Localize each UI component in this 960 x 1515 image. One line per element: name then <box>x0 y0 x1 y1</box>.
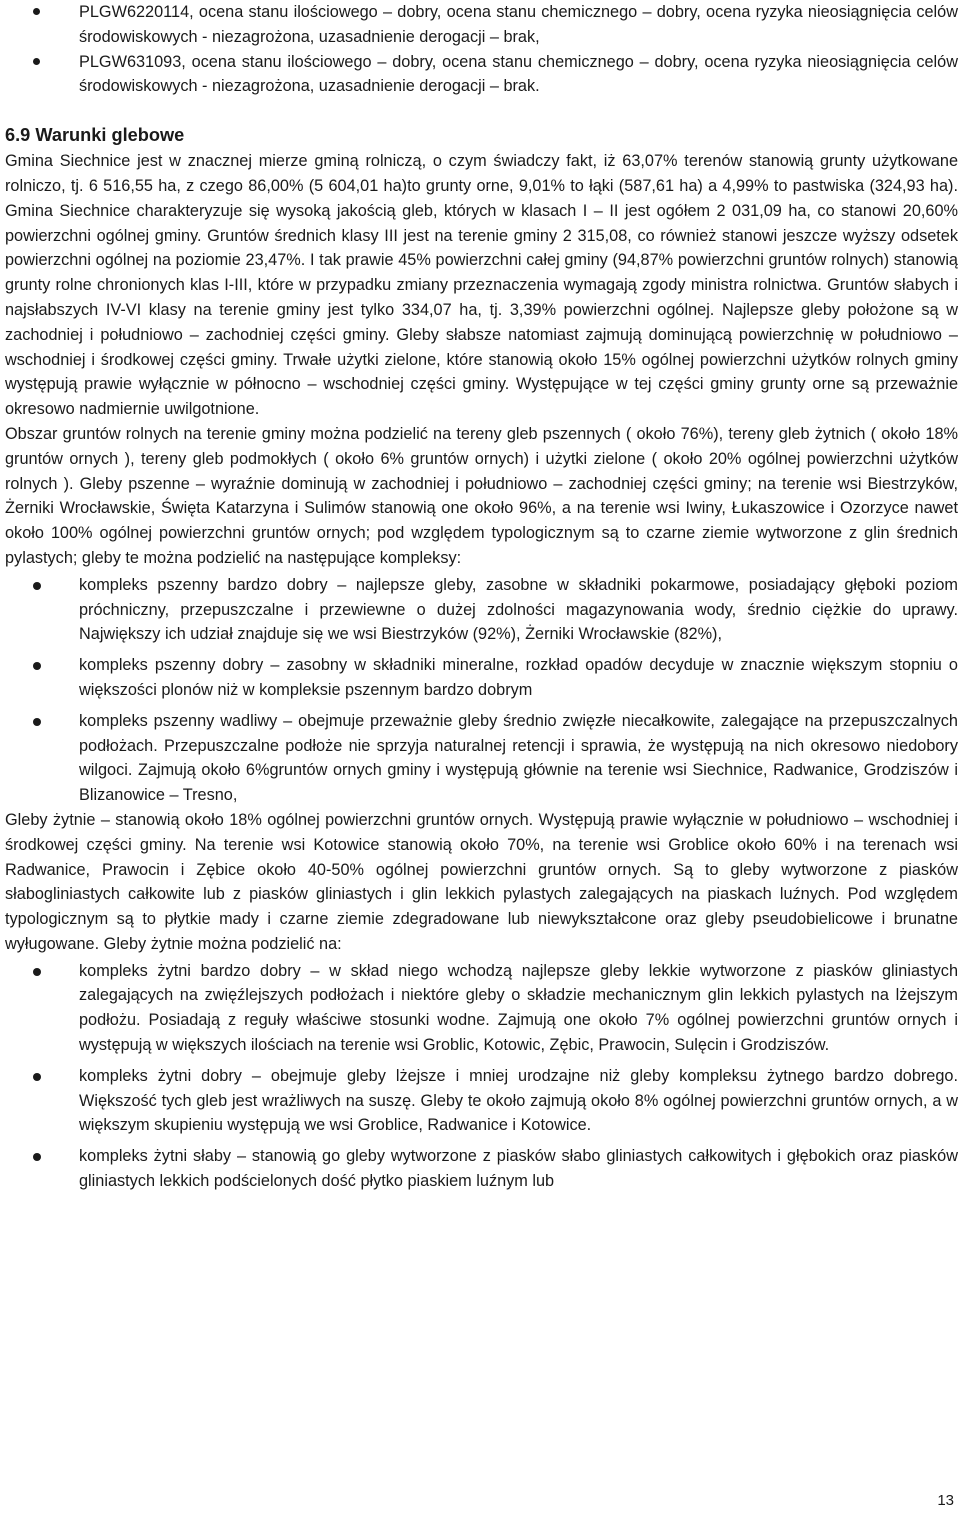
page-number: 13 <box>937 1492 954 1509</box>
wheat-complex-list <box>5 573 958 808</box>
list-item <box>5 573 958 647</box>
list-item-text: kompleks pszenny wadliwy – obejmuje przeważnie gleby średnio zwięzłe niecałkowite, zalegające na przepuszczalnych podłożach. Przepuszczalne podłoże nie sprzyja naturalnej retencji i sprawia, że występują na nich okresowo niedobory wilgoci. Zajmują około 6%gruntów ornych gminy i występują głównie na terenie wsi Siechnice, Radwanice, Grodziszów i Blizanowice – Tresno, <box>79 711 958 805</box>
list-item <box>5 50 958 100</box>
list-item-text: PLGW631093, ocena stanu ilościowego – dobry, ocena stanu chemicznego – dobry, ocena ryzyka nieosiągnięcia celów środowiskowych - niezagrożona, uzasadnienie derogacji – brak. <box>79 52 958 96</box>
list-item <box>5 1144 958 1194</box>
list-item-text: PLGW6220114, ocena stanu ilościowego – dobry, ocena stanu chemicznego – dobry, ocena ryzyka nieosiągnięcia celów środowiskowych - niezagrożona, uzasadnienie derogacji – brak, <box>79 3 958 46</box>
section-title: 6.9 Warunki glebowe <box>5 125 185 146</box>
bullet-icon <box>33 58 40 65</box>
list-item <box>5 0 958 50</box>
paragraph: Obszar gruntów rolnych na terenie gminy można podzielić na tereny gleb pszennych ( około 76%), tereny gleb żytnich ( około 18% gruntów ornych ), tereny gleb podmokłych ( około 6% gruntów ornych) i użytki zielone ( około 20% ogólnej powierzchni użytków rolnych ). Gleby pszenne – wyraźnie dominują w zachodniej i południowo – zachodniej części gminy; na terenie wsi Biestrzyków, Żerniki Wrocławskie, Święta Katarzyna i Sulimów stanowią one około 96%, a na terenie wsi Iwiny, Łukaszowice i Ozorzyce nawet około 100% ogólnej powierzchni gruntów ornych; pod względem typologicznym są to czarne ziemie wytworzone z glin średnich pylastych; gleby te można podzielić na następujące kompleksy: <box>5 424 958 567</box>
list-item <box>5 709 958 808</box>
list-item-text: kompleks żytni bardzo dobry – w skład niego wchodzą najlepsze gleby lekkie wytworzone z piasków gliniastych zalegających na zwięźlejszych podłożach i niektóre gleby o składzie mechanicznym glin lekkich pylastych na lżejszym podłożu. Posiadają z reguły właściwe stosunki wodne. Zajmują one około 7% ogólnej powierzchni gruntów ornych i występują w większych ilościach na terenie wsi Groblic, Kotowic, Zębic, Prawocin, Sulęcin i Grodziszów. <box>79 961 958 1055</box>
list-item-text: kompleks żytni dobry – obejmuje gleby lżejsze i mniej urodzajne niż gleby kompleksu żytnego bardzo dobrego. Większość tych gleb jest wrażliwych na suszę. Gleby te około zajmują około 8% ogólnej powierzchni gruntów ornych, a w większym skupieniu występują we wsi Groblice, Radwanice i Kotowice. <box>79 1066 958 1135</box>
list-item-text: kompleks pszenny dobry – zasobny w składniki mineralne, rozkład opadów decyduje w znacznie większym stopniu o większości plonów niż w kompleksie pszennym bardzo dobrym <box>79 656 958 699</box>
bullet-icon <box>33 8 40 15</box>
bullet-icon <box>33 662 41 670</box>
bullet-icon <box>33 582 41 590</box>
list-item-text: kompleks pszenny bardzo dobry – najlepsze gleby, zasobne w składniki pokarmowe, posiadający głęboki poziom próchniczny, przepuszczalne i przewiewne o dużej zdolności magazynowania wody, średnio ciężkie do uprawy. Największy ich udział znajduje się we wsi Biestrzyków (92%), Żerniki Wrocławskie (82%), <box>79 575 958 644</box>
list-item <box>5 1064 958 1138</box>
rye-complex-list <box>5 959 958 1194</box>
list-item <box>5 959 958 1058</box>
bullet-icon <box>33 1073 41 1081</box>
list-item <box>5 653 958 703</box>
intro-bullet-list <box>5 0 958 99</box>
bullet-icon <box>33 1153 41 1161</box>
paragraph: Gleby żytnie – stanowią około 18% ogólnej powierzchni gruntów ornych. Występują prawie wyłącznie w południowo – wschodniej i środkowej części gminy. Na terenie wsi Kotowice stanowią około 70%, na terenie wsi Groblice około 60% i na terenach wsi Radwanice, Prawocin i Zębice około 40-50% ogólnej powierzchni gruntów ornych. Są to gleby wytworzone z piasków słabogliniastych całkowite lub z piasków gliniastych i glin lekkich pylastych zalegających na piaskach luźnych. Pod względem typologicznym są to płytkie mady i czarne ziemie zdegradowane lub niewykształcone oraz gleby pseudobielicowe i brunatne wyługowane. Gleby żytnie można podzielić na: <box>5 810 958 953</box>
paragraph: Gmina Siechnice jest w znacznej mierze gminą rolniczą, o czym świadczy fakt, iż 63,07% terenów stanowią grunty użytkowane rolniczo, tj. 6 516,55 ha, z czego 86,00% (5 604,01 ha)to grunty orne, 9,01% to łąki (587,61 ha) a 4,99% to pastwiska (324,93 ha). Gmina Siechnice charakteryzuje się wysoką jakością gleb, których w klasach I – II jest ogółem 2 031,09 ha, co stanowi 20,60% powierzchni ogólnej gminy. Gruntów średnich klasy III jest na terenie gminy 2 315,08, co również stanowi jeszcze wyższy odsetek powierzchni ogólnej na poziomie 23,47%. I tak prawie 45% powierzchni całej gminy (94,87% powierzchni gruntów rolnych) stanowią grunty rolne chronionych klas I-III, które w przypadku zmiany przeznaczenia wymagają zgody ministra rolnictwa. Gruntów słabych i najsłabszych IV-VI klasy na terenie gminy jest tylko 334,07 ha, tj. 3,39% powierzchni ogólnej. Najlepsze gleby położone są w zachodniej i południowo – zachodniej części gminy. Gleby słabsze natomiast zajmują dominującą powierzchnię w południowo – wschodniej i środkowej części gminy. Trwałe użytki zielone, które stanowią około 15% ogólnej powierzchni użytków rolnych gminy występują prawie wyłącznie w północno – wschodniej części gminy. Występujące w tej części gminy grunty orne są przeważnie okresowo nadmiernie uwilgotnione. <box>5 152 958 419</box>
document-page <box>5 0 958 1194</box>
bullet-icon <box>33 968 41 976</box>
bullet-icon <box>33 718 41 726</box>
list-item-text: kompleks żytni słaby – stanowią go gleby wytworzone z piasków słabo gliniastych całkowitych i głębokich oraz piasków gliniastych lekkich podścielonych dość płytko piaskiem luźnym lub <box>79 1147 958 1191</box>
